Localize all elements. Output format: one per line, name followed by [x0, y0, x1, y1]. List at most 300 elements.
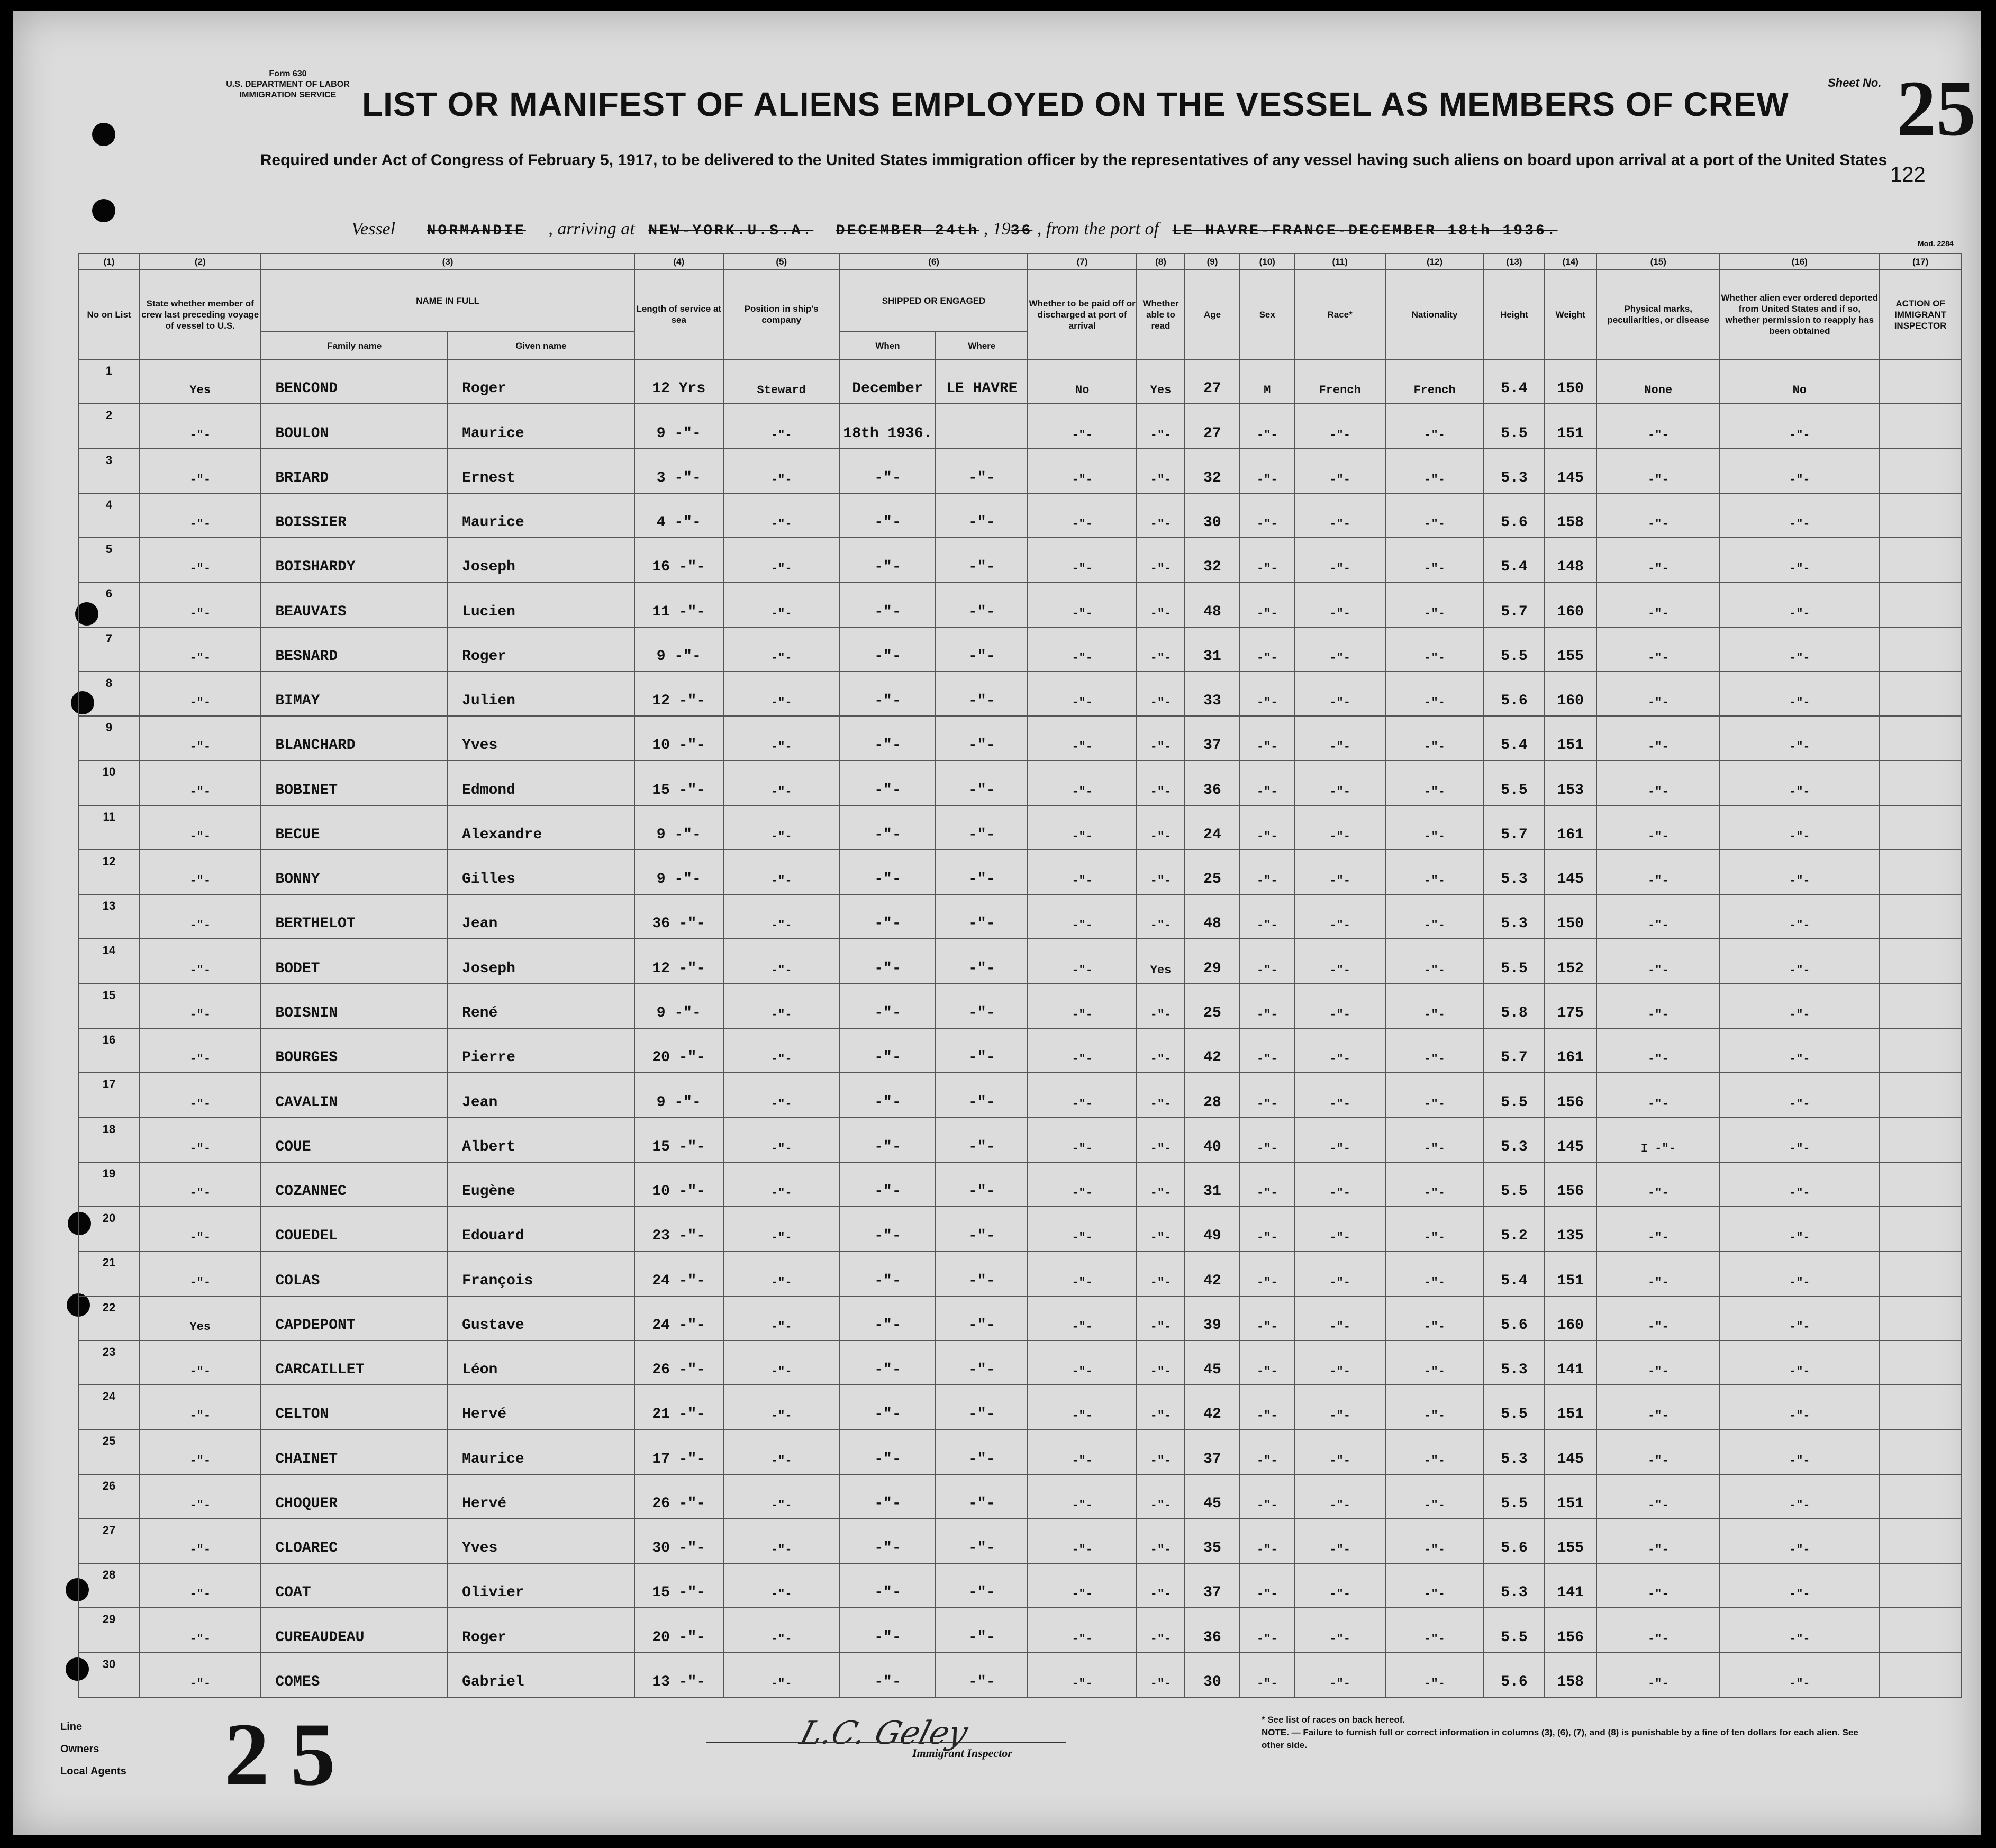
race-cell: -"- — [1295, 1340, 1385, 1385]
service-length-cell: 16 -"- — [634, 538, 723, 582]
weight-cell: 151 — [1545, 1251, 1597, 1296]
row-number: 12 — [79, 850, 139, 894]
able-to-read-cell: -"- — [1137, 984, 1185, 1028]
paid-off-cell: -"- — [1028, 760, 1136, 805]
col-num: (11) — [1295, 253, 1385, 269]
shipped-where-cell: -"- — [936, 760, 1028, 805]
shipped-when-cell: -"- — [840, 1073, 936, 1117]
inspector-action-cell — [1879, 493, 1962, 538]
table-row — [79, 894, 1962, 939]
table-row — [79, 1340, 1962, 1385]
shipped-when-cell: -"- — [840, 1118, 936, 1162]
previous-voyage-cell: -"- — [139, 1608, 261, 1652]
family-name-cell: BLANCHARD — [261, 716, 448, 760]
header-deported: Whether alien ever ordered deported from United States and if so, whether permission to reapply has been obtained — [1720, 269, 1879, 359]
age-cell: 45 — [1185, 1340, 1240, 1385]
header-paid-off: Whether to be paid off or discharged at port of arrival — [1028, 269, 1136, 359]
sex-cell: -"- — [1240, 1207, 1295, 1251]
height-cell: 5.2 — [1484, 1207, 1544, 1251]
deported-cell: -"- — [1720, 850, 1879, 894]
nationality-cell: -"- — [1385, 1118, 1484, 1162]
deported-cell: -"- — [1720, 1028, 1879, 1073]
able-to-read-cell: -"- — [1137, 1073, 1185, 1117]
paid-off-cell: -"- — [1028, 1296, 1136, 1340]
row-number: 22 — [79, 1296, 139, 1340]
nationality-cell: -"- — [1385, 1207, 1484, 1251]
service-length-cell: 4 -"- — [634, 493, 723, 538]
position-cell: -"- — [723, 984, 840, 1028]
age-cell: 35 — [1185, 1519, 1240, 1563]
deported-cell: No — [1720, 359, 1879, 404]
given-name-cell: Hervé — [448, 1385, 634, 1429]
weight-cell: 150 — [1545, 359, 1597, 404]
weight-cell: 145 — [1545, 1118, 1597, 1162]
shipped-where-cell: -"- — [936, 1429, 1028, 1474]
service-length-cell: 9 -"- — [634, 1073, 723, 1117]
physical-marks-cell: -"- — [1596, 1073, 1720, 1117]
column-number-row — [79, 253, 1962, 269]
given-name-cell: Eugène — [448, 1162, 634, 1207]
nationality-cell: -"- — [1385, 404, 1484, 448]
age-cell: 32 — [1185, 538, 1240, 582]
row-number: 9 — [79, 716, 139, 760]
service-length-cell: 9 -"- — [634, 627, 723, 672]
previous-voyage-cell: -"- — [139, 627, 261, 672]
given-name-cell: Gabriel — [448, 1653, 634, 1697]
able-to-read-cell: -"- — [1137, 760, 1185, 805]
inspector-action-cell — [1879, 359, 1962, 404]
crew-rows — [79, 359, 1962, 1697]
service-length-cell: 15 -"- — [634, 760, 723, 805]
deported-cell: -"- — [1720, 449, 1879, 493]
weight-cell: 153 — [1545, 760, 1597, 805]
table-row — [79, 1474, 1962, 1519]
col-num: (6) — [840, 253, 1028, 269]
shipped-when-cell: -"- — [840, 672, 936, 716]
table-row — [79, 939, 1962, 983]
shipped-where-cell: -"- — [936, 1162, 1028, 1207]
family-name-cell: BECUE — [261, 805, 448, 850]
race-cell: -"- — [1295, 760, 1385, 805]
previous-voyage-cell: -"- — [139, 538, 261, 582]
weight-cell: 161 — [1545, 805, 1597, 850]
deported-cell: -"- — [1720, 1653, 1879, 1697]
shipped-when-cell: -"- — [840, 760, 936, 805]
family-name-cell: CELTON — [261, 1385, 448, 1429]
nationality-cell: French — [1385, 359, 1484, 404]
able-to-read-cell: -"- — [1137, 1474, 1185, 1519]
given-name-cell: Ernest — [448, 449, 634, 493]
shipped-where-cell: -"- — [936, 672, 1028, 716]
sex-cell: -"- — [1240, 404, 1295, 448]
sex-cell: -"- — [1240, 1429, 1295, 1474]
paid-off-cell: -"- — [1028, 894, 1136, 939]
service-length-cell: 13 -"- — [634, 1653, 723, 1697]
previous-voyage-cell: -"- — [139, 1073, 261, 1117]
line-label: Line — [60, 1721, 83, 1733]
height-cell: 5.7 — [1484, 1028, 1544, 1073]
col-num: (9) — [1185, 253, 1240, 269]
shipped-when-cell: -"- — [840, 1296, 936, 1340]
sheet-number: 25 — [1897, 65, 1976, 152]
age-cell: 42 — [1185, 1385, 1240, 1429]
sex-cell: -"- — [1240, 1519, 1295, 1563]
given-name-cell: Roger — [448, 627, 634, 672]
able-to-read-cell: -"- — [1137, 672, 1185, 716]
previous-voyage-cell: -"- — [139, 1563, 261, 1608]
physical-marks-cell: -"- — [1596, 984, 1720, 1028]
position-cell: -"- — [723, 1340, 840, 1385]
family-name-cell: BOBINET — [261, 760, 448, 805]
given-name-cell: Hervé — [448, 1474, 634, 1519]
inspector-action-cell — [1879, 1608, 1962, 1652]
able-to-read-cell: -"- — [1137, 850, 1185, 894]
row-number: 2 — [79, 404, 139, 448]
able-to-read-cell: -"- — [1137, 404, 1185, 448]
table-row — [79, 1653, 1962, 1697]
row-number: 21 — [79, 1251, 139, 1296]
header-able-to-read: Whether able to read — [1137, 269, 1185, 359]
able-to-read-cell: -"- — [1137, 1608, 1185, 1652]
shipped-when-cell: -"- — [840, 1162, 936, 1207]
family-name-cell: COAT — [261, 1563, 448, 1608]
physical-marks-cell: -"- — [1596, 627, 1720, 672]
nationality-cell: -"- — [1385, 1385, 1484, 1429]
height-cell: 5.4 — [1484, 1251, 1544, 1296]
shipped-where-cell: -"- — [936, 1296, 1028, 1340]
race-cell: -"- — [1295, 850, 1385, 894]
age-cell: 45 — [1185, 1474, 1240, 1519]
service-length-cell: 3 -"- — [634, 449, 723, 493]
header-name-in-full: NAME IN FULL — [261, 269, 634, 332]
able-to-read-cell: -"- — [1137, 1118, 1185, 1162]
shipped-when-cell: -"- — [840, 582, 936, 627]
weight-cell: 151 — [1545, 1385, 1597, 1429]
position-cell: -"- — [723, 1073, 840, 1117]
shipped-where-cell — [936, 404, 1028, 448]
age-cell: 39 — [1185, 1296, 1240, 1340]
sex-cell: -"- — [1240, 627, 1295, 672]
paid-off-cell: -"- — [1028, 1251, 1136, 1296]
header-height: Height — [1484, 269, 1544, 359]
weight-cell: 148 — [1545, 538, 1597, 582]
position-cell: -"- — [723, 1251, 840, 1296]
family-name-cell: BRIARD — [261, 449, 448, 493]
position-cell: -"- — [723, 449, 840, 493]
shipped-where-cell: -"- — [936, 582, 1028, 627]
punch-hole — [92, 199, 115, 222]
paid-off-cell: -"- — [1028, 1028, 1136, 1073]
inspector-action-cell — [1879, 1296, 1962, 1340]
inspector-action-cell — [1879, 760, 1962, 805]
nationality-cell: -"- — [1385, 850, 1484, 894]
col-num: (4) — [634, 253, 723, 269]
race-cell: -"- — [1295, 1385, 1385, 1429]
header-nationality: Nationality — [1385, 269, 1484, 359]
sex-cell: -"- — [1240, 1385, 1295, 1429]
service-length-cell: 9 -"- — [634, 404, 723, 448]
physical-marks-cell: -"- — [1596, 716, 1720, 760]
shipped-when-cell: -"- — [840, 1429, 936, 1474]
age-cell: 25 — [1185, 850, 1240, 894]
weight-cell: 152 — [1545, 939, 1597, 983]
table-row — [79, 627, 1962, 672]
deported-cell: -"- — [1720, 1385, 1879, 1429]
page-title: LIST OR MANIFEST OF ALIENS EMPLOYED ON THE VESSEL AS MEMBERS OF CREW — [362, 85, 1789, 123]
given-name-cell: Olivier — [448, 1563, 634, 1608]
given-name-cell: Maurice — [448, 404, 634, 448]
family-name-cell: CLOAREC — [261, 1519, 448, 1563]
table-row — [79, 582, 1962, 627]
family-name-cell: CHAINET — [261, 1429, 448, 1474]
owners-label: Owners — [60, 1743, 99, 1755]
nationality-cell: -"- — [1385, 716, 1484, 760]
age-cell: 31 — [1185, 1162, 1240, 1207]
deported-cell: -"- — [1720, 582, 1879, 627]
race-cell: -"- — [1295, 1653, 1385, 1697]
family-name-cell: COUEDEL — [261, 1207, 448, 1251]
shipped-where-cell: -"- — [936, 1653, 1028, 1697]
shipped-where-cell: -"- — [936, 716, 1028, 760]
shipped-where-cell: -"- — [936, 850, 1028, 894]
col-num: (2) — [139, 253, 261, 269]
family-name-cell: BERTHELOT — [261, 894, 448, 939]
paid-off-cell: -"- — [1028, 404, 1136, 448]
previous-voyage-cell: -"- — [139, 404, 261, 448]
physical-marks-cell: -"- — [1596, 1207, 1720, 1251]
service-length-cell: 24 -"- — [634, 1251, 723, 1296]
row-number: 27 — [79, 1519, 139, 1563]
shipped-when-cell: -"- — [840, 1385, 936, 1429]
header-no-on-list: No on List — [79, 269, 139, 359]
weight-cell: 151 — [1545, 1474, 1597, 1519]
height-cell: 5.5 — [1484, 627, 1544, 672]
department-name: U.S. DEPARTMENT OF LABOR — [226, 80, 350, 89]
nationality-cell: -"- — [1385, 1340, 1484, 1385]
column-header-row — [79, 269, 1962, 332]
family-name-cell: BENCOND — [261, 359, 448, 404]
inspector-action-cell — [1879, 449, 1962, 493]
family-name-cell: BODET — [261, 939, 448, 983]
shipped-where-cell: LE HAVRE — [936, 359, 1028, 404]
weight-cell: 158 — [1545, 493, 1597, 538]
page-subtitle: Required under Act of Congress of February 5, 1917, to be delivered to the United States immigration officer by the representatives of any vessel having such aliens on board upon arrival at a port of the United States — [260, 151, 1888, 169]
position-cell: -"- — [723, 1385, 840, 1429]
family-name-cell: COUE — [261, 1118, 448, 1162]
col-num: (1) — [79, 253, 139, 269]
shipped-when-cell: -"- — [840, 1340, 936, 1385]
row-number: 20 — [79, 1207, 139, 1251]
inspector-action-cell — [1879, 1429, 1962, 1474]
previous-voyage-cell: -"- — [139, 582, 261, 627]
weight-cell: 145 — [1545, 850, 1597, 894]
signature-line — [706, 1742, 1066, 1743]
inspector-action-cell — [1879, 538, 1962, 582]
family-name-cell: BESNARD — [261, 627, 448, 672]
service-length-cell: 30 -"- — [634, 1519, 723, 1563]
row-number: 11 — [79, 805, 139, 850]
height-cell: 5.6 — [1484, 672, 1544, 716]
arrival-year: 36 — [1010, 223, 1033, 239]
shipped-when-cell: -"- — [840, 939, 936, 983]
inspector-action-cell — [1879, 627, 1962, 672]
shipped-when-cell: -"- — [840, 1608, 936, 1652]
table-row — [79, 850, 1962, 894]
given-name-cell: Jean — [448, 1073, 634, 1117]
shipped-when-cell: -"- — [840, 1474, 936, 1519]
position-cell: -"- — [723, 939, 840, 983]
able-to-read-cell: -"- — [1137, 1429, 1185, 1474]
shipped-when-cell: -"- — [840, 850, 936, 894]
from-label: , from the port of — [1037, 219, 1159, 239]
crew-manifest-table — [78, 253, 1962, 1698]
service-length-cell: 24 -"- — [634, 1296, 723, 1340]
able-to-read-cell: -"- — [1137, 1563, 1185, 1608]
shipped-where-cell: -"- — [936, 1028, 1028, 1073]
height-cell: 5.3 — [1484, 1118, 1544, 1162]
paid-off-cell: -"- — [1028, 538, 1136, 582]
nationality-cell: -"- — [1385, 1162, 1484, 1207]
table-row — [79, 1608, 1962, 1652]
race-cell: -"- — [1295, 894, 1385, 939]
sex-cell: -"- — [1240, 894, 1295, 939]
shipped-where-cell: -"- — [936, 538, 1028, 582]
race-cell: -"- — [1295, 1296, 1385, 1340]
row-number: 26 — [79, 1474, 139, 1519]
position-cell: -"- — [723, 1028, 840, 1073]
inspector-action-cell — [1879, 672, 1962, 716]
given-name-cell: Joseph — [448, 538, 634, 582]
shipped-when-cell: -"- — [840, 1028, 936, 1073]
shipped-when-cell: December — [840, 359, 936, 404]
sex-cell: -"- — [1240, 1296, 1295, 1340]
form-identifier — [203, 69, 373, 101]
physical-marks-cell: -"- — [1596, 1653, 1720, 1697]
paid-off-cell: No — [1028, 359, 1136, 404]
deported-cell: -"- — [1720, 672, 1879, 716]
age-cell: 29 — [1185, 939, 1240, 983]
table-row — [79, 1385, 1962, 1429]
nationality-cell: -"- — [1385, 672, 1484, 716]
header-physical-marks: Physical marks, peculiarities, or disease — [1596, 269, 1720, 359]
height-cell: 5.5 — [1484, 1073, 1544, 1117]
age-cell: 25 — [1185, 984, 1240, 1028]
shipped-when-cell: -"- — [840, 627, 936, 672]
header-position: Position in ship's company — [723, 269, 840, 359]
age-cell: 36 — [1185, 1608, 1240, 1652]
race-cell: -"- — [1295, 1474, 1385, 1519]
sex-cell: -"- — [1240, 1251, 1295, 1296]
position-cell: -"- — [723, 1563, 840, 1608]
nationality-cell: -"- — [1385, 449, 1484, 493]
physical-marks-cell: -"- — [1596, 538, 1720, 582]
row-number: 6 — [79, 582, 139, 627]
weight-cell: 155 — [1545, 1519, 1597, 1563]
table-row — [79, 359, 1962, 404]
able-to-read-cell: -"- — [1137, 1519, 1185, 1563]
sex-cell: -"- — [1240, 1073, 1295, 1117]
position-cell: -"- — [723, 760, 840, 805]
deported-cell: -"- — [1720, 1296, 1879, 1340]
given-name-cell: Edouard — [448, 1207, 634, 1251]
weight-cell: 156 — [1545, 1162, 1597, 1207]
position-cell: -"- — [723, 582, 840, 627]
given-name-cell: Julien — [448, 672, 634, 716]
weight-cell: 141 — [1545, 1563, 1597, 1608]
paid-off-cell: -"- — [1028, 1385, 1136, 1429]
able-to-read-cell: -"- — [1137, 493, 1185, 538]
row-number: 30 — [79, 1653, 139, 1697]
inspector-action-cell — [1879, 894, 1962, 939]
table-row — [79, 1207, 1962, 1251]
age-cell: 24 — [1185, 805, 1240, 850]
nationality-cell: -"- — [1385, 984, 1484, 1028]
height-cell: 5.5 — [1484, 404, 1544, 448]
nationality-cell: -"- — [1385, 538, 1484, 582]
previous-voyage-cell: -"- — [139, 1340, 261, 1385]
inspector-action-cell — [1879, 805, 1962, 850]
sex-cell: -"- — [1240, 850, 1295, 894]
able-to-read-cell: -"- — [1137, 716, 1185, 760]
paid-off-cell: -"- — [1028, 1118, 1136, 1162]
race-cell: -"- — [1295, 716, 1385, 760]
sex-cell: -"- — [1240, 493, 1295, 538]
paid-off-cell: -"- — [1028, 1207, 1136, 1251]
family-name-cell: BEAUVAIS — [261, 582, 448, 627]
header-when: When — [840, 332, 936, 359]
table-row — [79, 984, 1962, 1028]
age-cell: 36 — [1185, 760, 1240, 805]
able-to-read-cell: -"- — [1137, 1251, 1185, 1296]
weight-cell: 145 — [1545, 449, 1597, 493]
able-to-read-cell: -"- — [1137, 1028, 1185, 1073]
sex-cell: -"- — [1240, 1474, 1295, 1519]
previous-voyage-cell: -"- — [139, 1519, 261, 1563]
inspector-action-cell — [1879, 1563, 1962, 1608]
physical-marks-cell: -"- — [1596, 582, 1720, 627]
paid-off-cell: -"- — [1028, 1653, 1136, 1697]
form-number: Form 630 — [269, 69, 307, 78]
row-number: 13 — [79, 894, 139, 939]
header-sex: Sex — [1240, 269, 1295, 359]
vessel-label: Vessel — [351, 219, 396, 239]
able-to-read-cell: Yes — [1137, 939, 1185, 983]
family-name-cell: CARCAILLET — [261, 1340, 448, 1385]
shipped-where-cell: -"- — [936, 1519, 1028, 1563]
deported-cell: -"- — [1720, 760, 1879, 805]
height-cell: 5.4 — [1484, 716, 1544, 760]
physical-marks-cell: -"- — [1596, 805, 1720, 850]
service-length-cell: 36 -"- — [634, 894, 723, 939]
nationality-cell: -"- — [1385, 1563, 1484, 1608]
given-name-cell: Pierre — [448, 1028, 634, 1073]
deported-cell: -"- — [1720, 627, 1879, 672]
deported-cell: -"- — [1720, 404, 1879, 448]
race-cell: -"- — [1295, 1519, 1385, 1563]
given-name-cell: Lucien — [448, 582, 634, 627]
col-num: (10) — [1240, 253, 1295, 269]
position-cell: -"- — [723, 850, 840, 894]
sex-cell: -"- — [1240, 1340, 1295, 1385]
height-cell: 5.4 — [1484, 538, 1544, 582]
service-length-cell: 12 Yrs — [634, 359, 723, 404]
service-length-cell: 10 -"- — [634, 1162, 723, 1207]
position-cell: -"- — [723, 1653, 840, 1697]
year-label: , 19 — [983, 219, 1011, 239]
shipped-where-cell: -"- — [936, 1474, 1028, 1519]
paid-off-cell: -"- — [1028, 493, 1136, 538]
deported-cell: -"- — [1720, 1162, 1879, 1207]
